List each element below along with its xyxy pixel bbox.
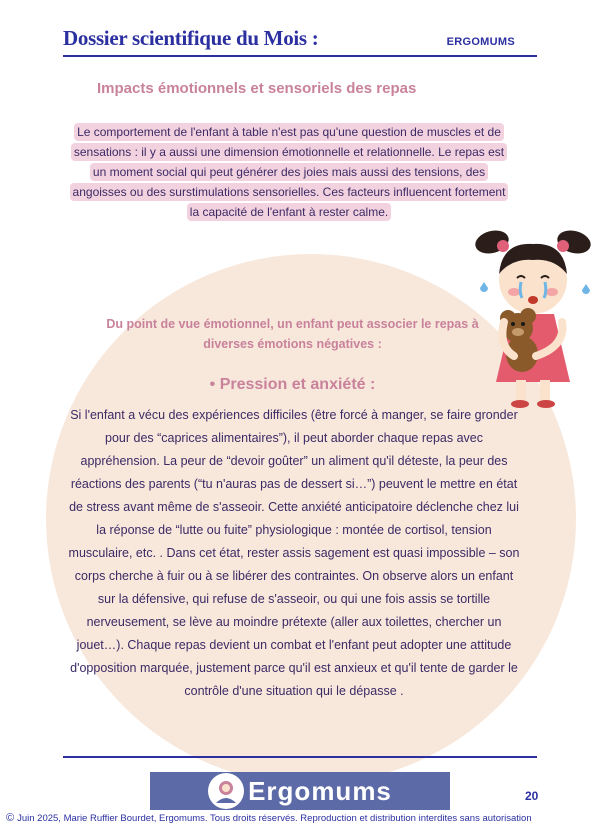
copyright-notice	[6, 812, 532, 824]
copyright-text: Juin 2025, Marie Ruffier Bourdet, Ergomums. Tous droits réservés. Reproduction et distribution interdites sans autorisation	[17, 813, 532, 824]
ergomums-logo-icon	[208, 773, 244, 809]
copyright-icon: ©	[6, 812, 15, 824]
intro-line: un moment social qui peut générer des joies mais aussi des tensions, des	[90, 163, 488, 181]
intro-line: sensations : il y a aussi une dimension émotionnelle et relationnelle. Le repas est	[71, 143, 507, 161]
anxiety-paragraph: Si l'enfant a vécu des expériences difficiles (être forcé à manger, se faire gronder pour des “caprices alimentaires”), il peut aborder chaque repas avec appréhension. La peur de “devoir goûter” un aliment qu'il déteste, la peur des réactions des parents (“tu n'auras pas de dessert si…”) peuvent le mettre en état de stress avant même de s'asseoir. Cette anxiété anticipatoire déclenche chez lui la réponse de “lutte ou fuite” physiologique : montée de cortisol, tension musculaire, etc. . Dans cet état, rester assis sagement est quasi impossible – son corps cherche à fuir ou à se libérer des contraintes. On observe alors un enfant sur la défensive, qui refuse de s'asseoir, ou qui une fois assis se tortille nerveusement, se lève au moindre prétexte (aller aux toilettes, chercher un jouet…). Chaque repas devient un combat et l'enfant peut adopter une attitude d'opposition marquée, justement parce qu'il est anxieux et qu'il tente de garder le contrôle d'une situation qui le dépasse .	[68, 408, 520, 698]
header-brand: ERGOMUMS	[446, 36, 515, 48]
anxiety-subheading: • Pression et anxiété :	[209, 376, 376, 393]
header-divider	[63, 55, 537, 57]
page-number: 20	[525, 789, 539, 803]
emotional-intro: Du point de vue émotionnel, un enfant peut associer le repas à diverses émotions négatives :	[106, 317, 479, 351]
footer-divider	[63, 756, 537, 758]
footer-brand-name: Ergomums	[248, 775, 392, 806]
intro-line: Le comportement de l'enfant à table n'est pas qu'une question de muscles et de	[74, 123, 504, 141]
intro-line: la capacité de l'enfant à rester calme.	[187, 203, 391, 221]
footer-banner	[150, 772, 450, 810]
intro-highlight-box	[63, 122, 515, 222]
page-title: Dossier scientifique du Mois :	[63, 26, 319, 50]
intro-line: angoisses ou des surstimulations sensorielles. Ces facteurs influencent fortement	[70, 183, 509, 201]
section-title: Impacts émotionnels et sensoriels des repas	[97, 80, 417, 97]
